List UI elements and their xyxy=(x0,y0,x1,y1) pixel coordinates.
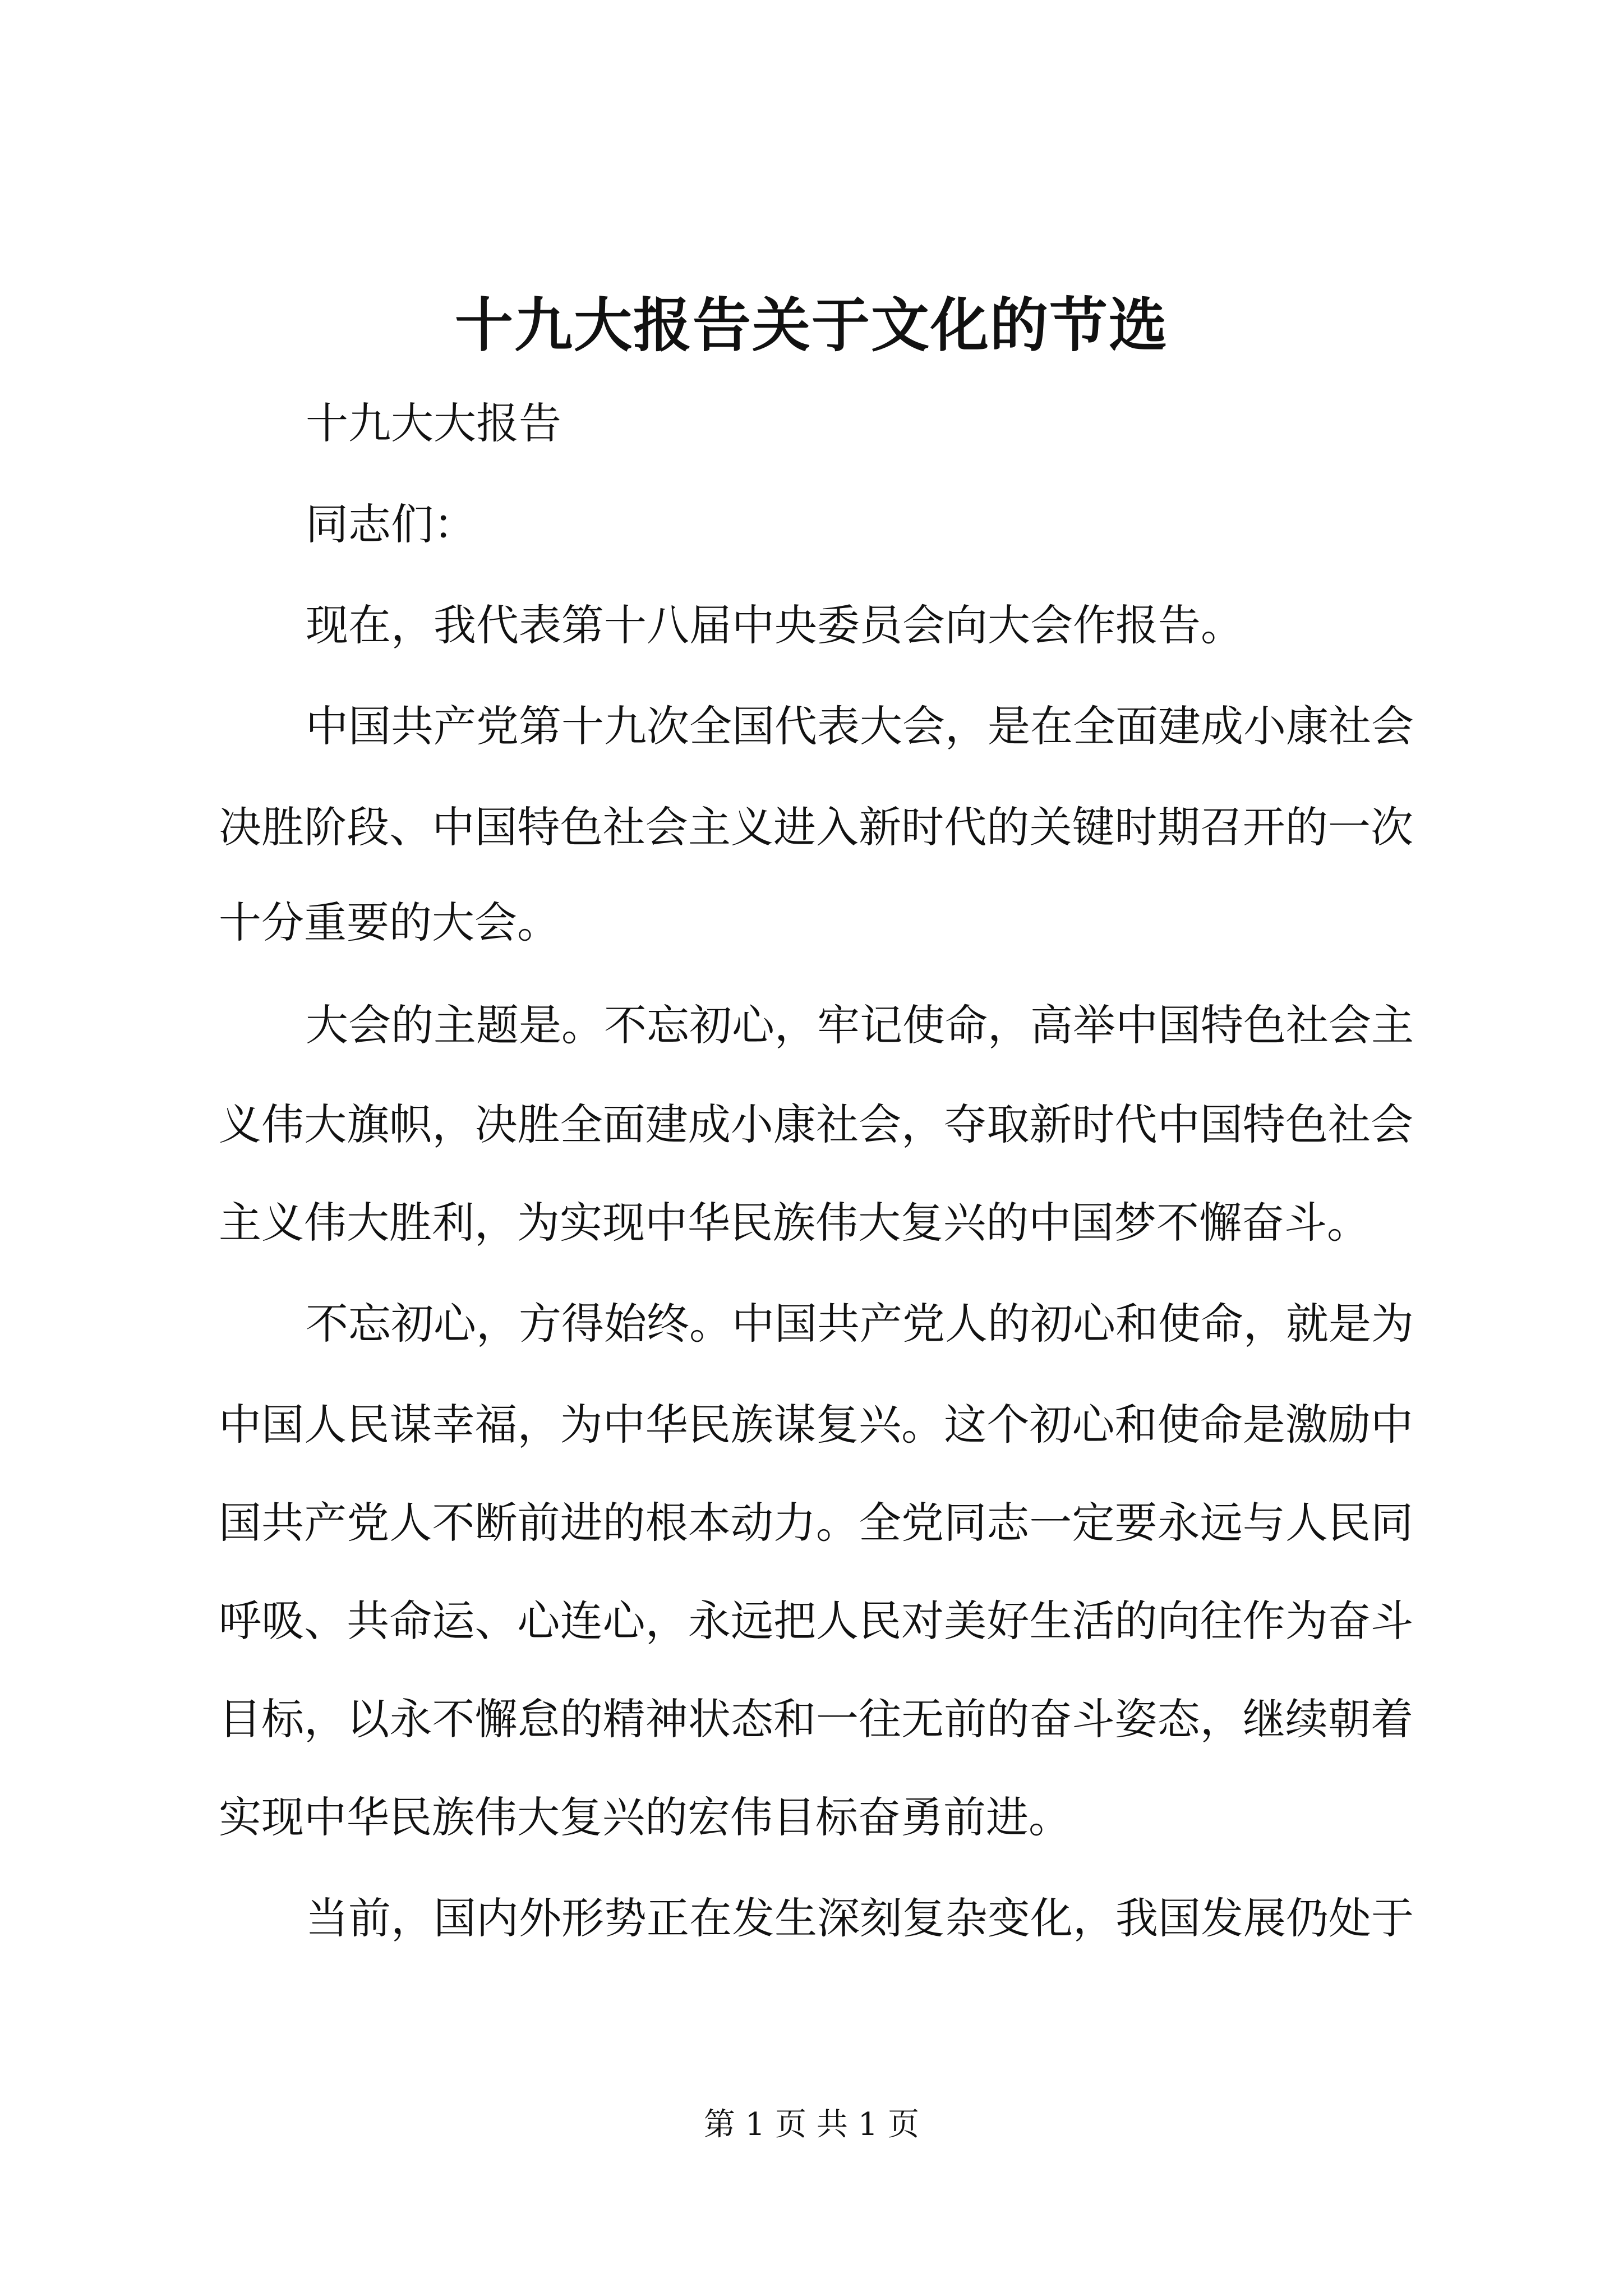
body-line: 呼吸、共命运、心连心，永远把人民对美好生活的向往作为奋斗 xyxy=(219,1596,1413,1646)
body-line: 国共产党人不断前进的根本动力。全党同志一定要永远与人民同 xyxy=(219,1498,1413,1548)
body-line: 同志们： xyxy=(306,499,476,549)
body-line: 现在，我代表第十八届中央委员会向大会作报告。 xyxy=(306,600,1243,650)
page-footer: 第 1 页 共 1 页 xyxy=(703,2106,920,2143)
body-line: 中国共产党第十九次全国代表大会，是在全面建成小康社会 xyxy=(306,701,1414,751)
body-line: 实现中华民族伟大复兴的宏伟目标奋勇前进。 xyxy=(219,1792,1071,1842)
body-line: 大会的主题是。不忘初心，牢记使命，高举中国特色社会主 xyxy=(306,1000,1414,1050)
body-line: 目标，以永不懈怠的精神状态和一往无前的奋斗姿态，继续朝着 xyxy=(219,1694,1413,1744)
body-line: 决胜阶段、中国特色社会主义进入新时代的关键时期召开的一次 xyxy=(219,802,1413,852)
body-line: 主义伟大胜利，为实现中华民族伟大复兴的中国梦不懈奋斗。 xyxy=(219,1198,1370,1248)
document-title: 十九大报告关于文化的节选 xyxy=(454,291,1168,360)
body-line: 十分重要的大会。 xyxy=(219,898,560,947)
body-line: 中国人民谋幸福，为中华民族谋复兴。这个初心和使命是激励中 xyxy=(219,1400,1413,1450)
body-line: 十九大大报告 xyxy=(306,398,561,448)
body-line: 不忘初心，方得始终。中国共产党人的初心和使命，就是为 xyxy=(306,1299,1414,1349)
body-line: 当前，国内外形势正在发生深刻复杂变化，我国发展仍处于 xyxy=(306,1893,1414,1943)
body-line: 义伟大旗帜，决胜全面建成小康社会，夺取新时代中国特色社会 xyxy=(219,1099,1413,1149)
